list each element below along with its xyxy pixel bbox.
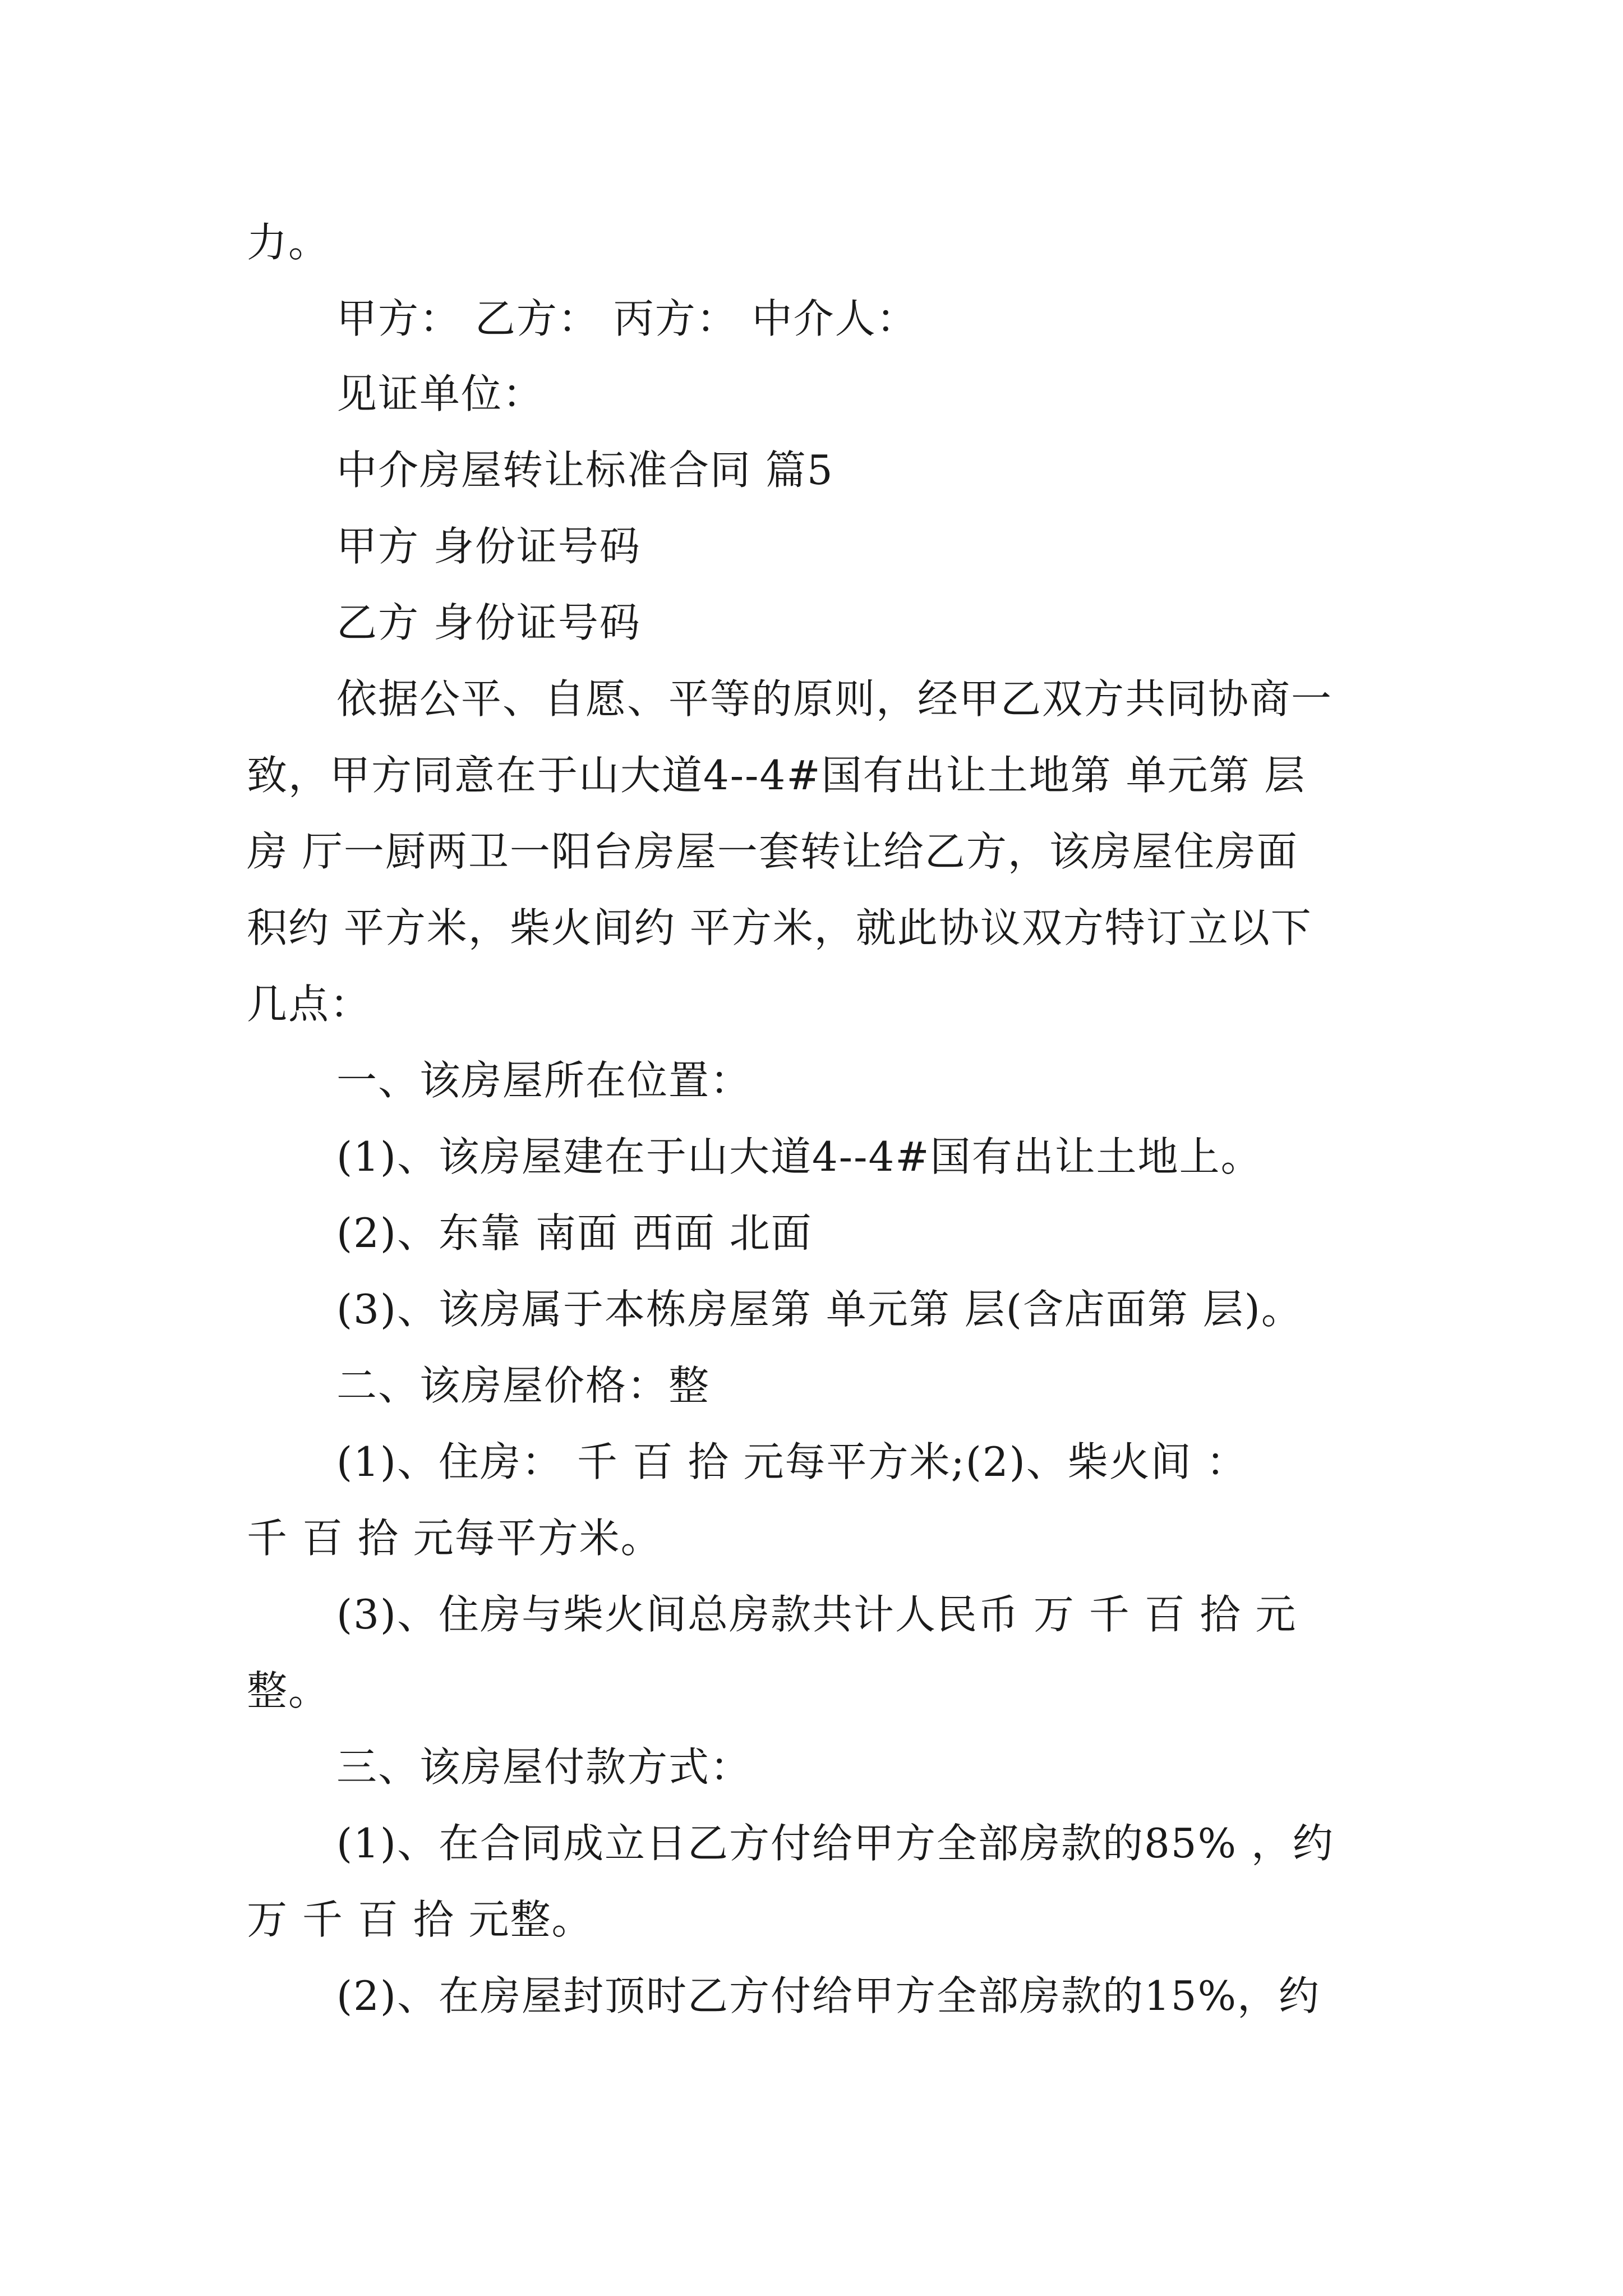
text-line-1: 力。 bbox=[247, 219, 330, 266]
paragraph-line: 房 厅一厨两卫一阳台房屋一套转让给乙方，该房屋住房面 bbox=[247, 828, 1298, 875]
clause-item: (2)、东靠 南面 西面 北面 bbox=[336, 1209, 813, 1257]
section-title: 中介房屋转让标准合同 篇5 bbox=[336, 447, 834, 494]
paragraph-line: 依据公平、自愿、平等的原则，经甲乙双方共同协商一 bbox=[336, 675, 1333, 723]
clause-heading: 一、该房屋所在位置： bbox=[336, 1057, 752, 1104]
clause-item: (1)、住房： 千 百 拾 元每平方米;(2)、柴火间 ： bbox=[336, 1438, 1248, 1485]
witness-unit-line: 见证单位： bbox=[336, 370, 545, 417]
party-b-id-line: 乙方 身份证号码 bbox=[336, 599, 641, 646]
clause-heading: 二、该房屋价格：整 bbox=[336, 1362, 711, 1409]
paragraph-line: 致，甲方同意在于山大道4--4#国有出让土地第 单元第 层 bbox=[247, 752, 1306, 799]
paragraph-line: 几点： bbox=[247, 981, 372, 1028]
party-a-id-line: 甲方 身份证号码 bbox=[336, 523, 641, 570]
clause-item-continuation: 千 百 拾 元每平方米。 bbox=[247, 1515, 662, 1562]
clause-item: (1)、该房屋建在于山大道4--4#国有出让土地上。 bbox=[336, 1133, 1262, 1180]
clause-item: (2)、在房屋封顶时乙方付给甲方全部房款的15%，约 bbox=[336, 1972, 1321, 2019]
clause-item: (3)、住房与柴火间总房款共计人民币 万 千 百 拾 元 bbox=[336, 1591, 1297, 1638]
clause-item: (1)、在合同成立日乙方付给甲方全部房款的85% ，约 bbox=[336, 1820, 1334, 1867]
clause-item-continuation: 万 千 百 拾 元整。 bbox=[247, 1896, 593, 1943]
paragraph-line: 积约 平方米，柴火间约 平方米，就此协议双方特订立以下 bbox=[247, 904, 1312, 951]
signature-parties-line: 甲方： 乙方： 丙方： 中介人： bbox=[336, 295, 918, 342]
clause-item: (3)、该房属于本栋房屋第 单元第 层(含店面第 层)。 bbox=[336, 1286, 1303, 1333]
clause-item-continuation: 整。 bbox=[247, 1667, 330, 1714]
clause-heading: 三、该房屋付款方式： bbox=[336, 1743, 752, 1791]
